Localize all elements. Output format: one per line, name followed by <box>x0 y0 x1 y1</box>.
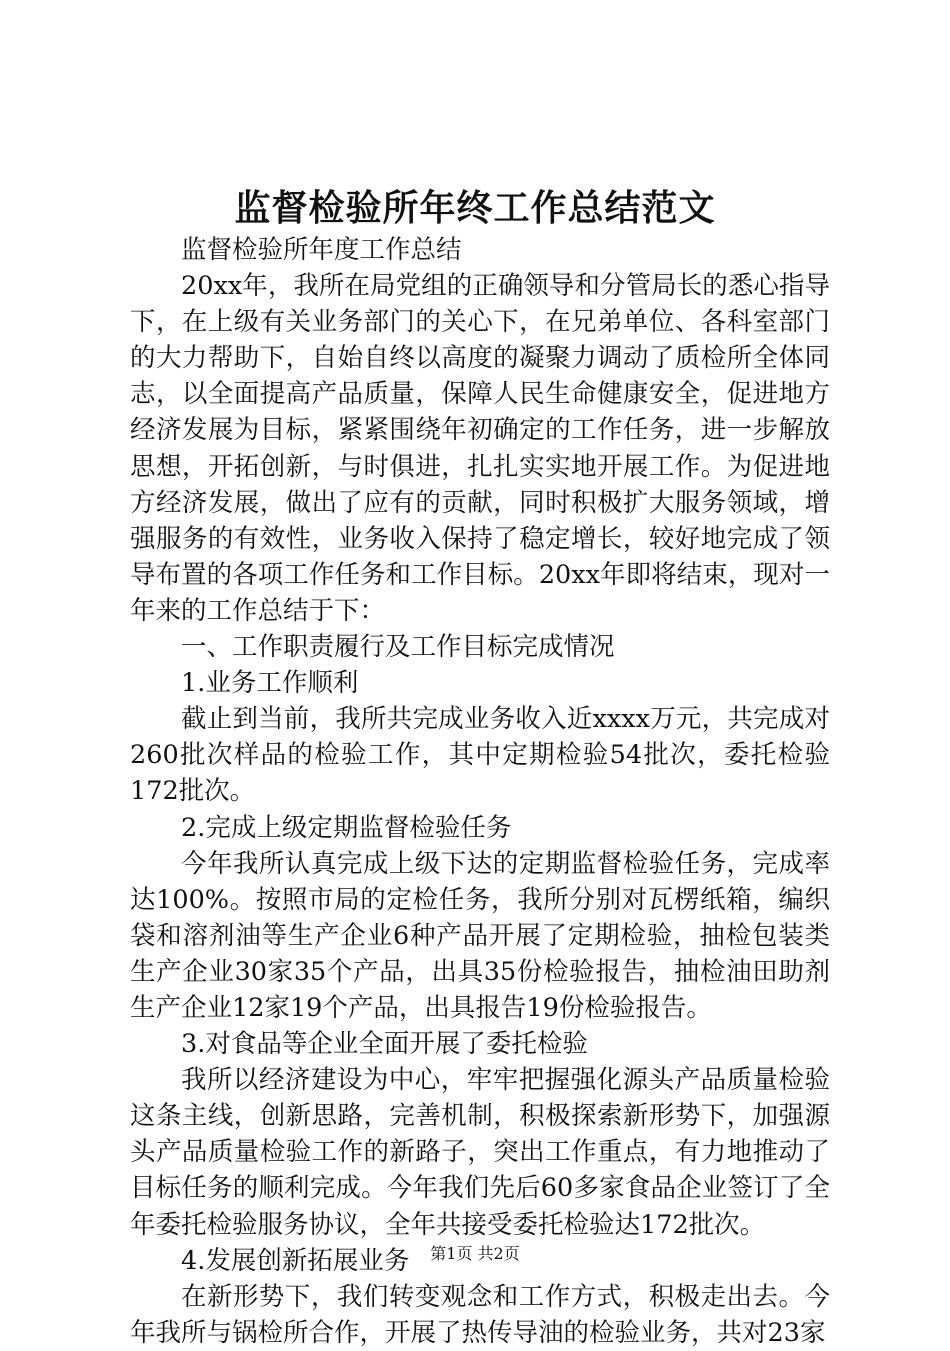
document-body <box>130 232 830 1351</box>
body-paragraph: 今年我所认真完成上级下达的定期监督检验任务，完成率达100%。按照市局的定检任务，我所分别对瓦楞纸箱，编织袋和溶剂油等生产企业6种产品开展了定期检验，抽检包装类生产企业30家35个产品，出具35份检验报告，抽检油田助剂生产企业12家19个产品，出具报告19份检验报告。 <box>130 848 830 1023</box>
subsection-heading: 2.完成上级定期监督检验任务 <box>181 812 512 843</box>
page-footer: 第1页 共2页 <box>430 1244 520 1263</box>
body-paragraph: 我所以经济建设为中心，牢牢把握强化源头产品质量检验这条主线，创新思路，完善机制，积极探索新形势下，加强源头产品质量检验工作的新路子，突出工作重点，有力地推动了目标任务的顺利完成。今年我们先后60多家食品企业签订了全年委托检验服务协议，全年共接受委托检验达172批次。 <box>130 1065 830 1240</box>
section-heading: 一、工作职责履行及工作目标完成情况 <box>181 632 615 663</box>
document-title: 监督检验所年终工作总结范文 <box>234 187 716 229</box>
subtitle-paragraph: 监督检验所年度工作总结 <box>181 235 462 265</box>
intro-paragraph: 20xx年，我所在局党组的正确领导和分管局长的悉心指导下，在上级有关业务部门的关心下，在兄弟单位、各科室部门的大力帮助下，自始自终以高度的凝聚力调动了质检所全体同志，以全面提高产品质量，保障人民生命健康安全，促进地方经济发展为目标，紧紧围绕年初确定的工作任务，进一步解放思想，开拓创新，与时俱进，扎扎实实地开展工作。为促进地方经济发展，做出了应有的贡献，同时积极扩大服务领域，增强服务的有效性，业务收入保持了稳定增长，较好地完成了领导布置的各项工作任务和工作目标。20xx年即将结束，现对一年来的工作总结于下： <box>130 271 830 626</box>
body-paragraph: 在新形势下，我们转变观念和工作方式，积极走出去。今年我所与锅检所合作，开展了热传导油的检验业务，共对23家 <box>130 1281 830 1348</box>
subsection-heading: 4.发展创新拓展业务 <box>181 1245 410 1276</box>
body-paragraph: 截止到当前，我所共完成业务收入近xxxx万元，共完成对260批次样品的检验工作，其中定期检验54批次，委托检验172批次。 <box>130 704 830 807</box>
subsection-heading: 1.业务工作顺利 <box>181 668 359 699</box>
subsection-heading: 3.对食品等企业全面开展了委托检验 <box>181 1029 588 1060</box>
